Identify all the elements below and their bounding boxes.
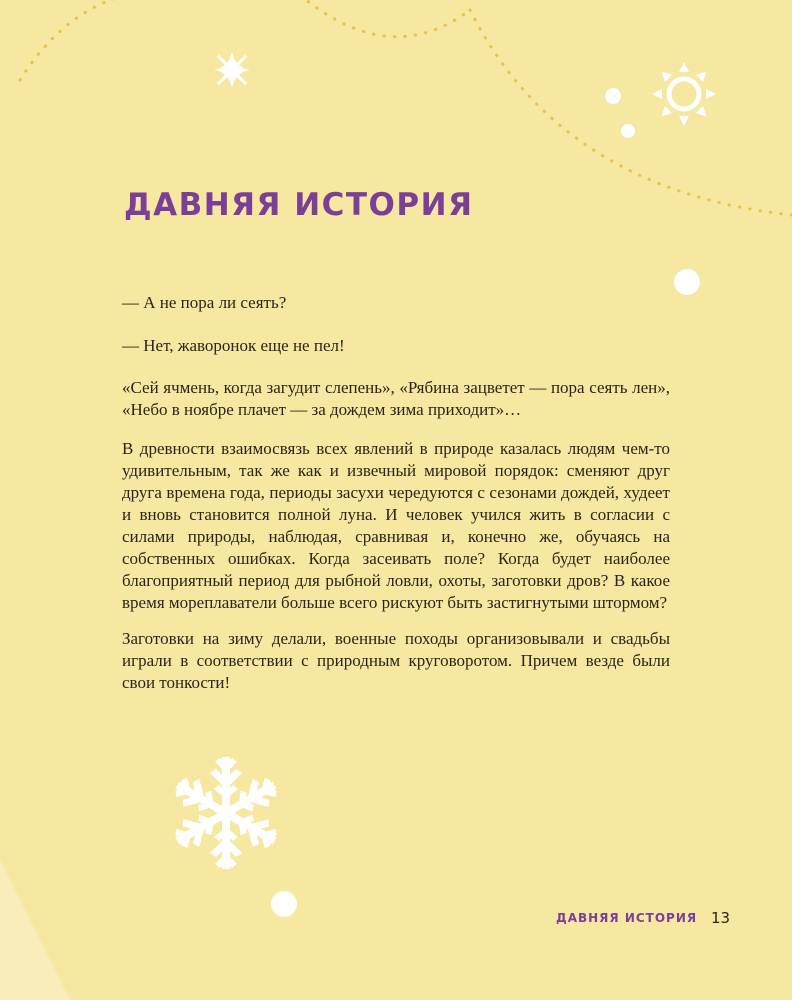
dialogue-line-2: — Нет, жаворонок еще не пел! — [122, 336, 345, 355]
garland-top — [300, 0, 470, 37]
body-paragraph-2: Заготовки на зиму делали, военные походы организовывали и свадьбы играли в соответствии с природным круговоротом. Причем везде были свои тонкости! — [122, 629, 670, 692]
snowflake-icon — [170, 757, 283, 869]
running-title: ДАВНЯЯ ИСТОРИЯ — [556, 911, 698, 925]
snow-dot — [674, 269, 700, 295]
snow-dot — [621, 124, 635, 138]
sparkle-icon — [214, 52, 250, 88]
page-title: ДАВНЯЯ ИСТОРИЯ — [124, 187, 474, 223]
snow-dot — [605, 88, 621, 104]
body-paragraph-1: В древности взаимосвязь всех явлений в природе казалась людям чем-то удивительным, так же как и извечный мировой порядок: сменяют друг друга времена года, периоды засухи чередуются с сезонами дождей, худеет и вновь становится полной луна. И человек учился жить в согласии с силами природы, наблюдая, сравнивая и, конечно же, обучаясь на собственных ошибках. Когда засеивать поле? Когда будет наиболее благоприятный период для рыбной ловли, охоты, заготовки дров? В какое время мореплаватели больше всего рискуют быть застигнутыми штормом? — [122, 439, 670, 612]
corner-shape — [0, 860, 70, 1000]
garland-right — [470, 10, 792, 215]
dialogue-line-1: — А не пора ли сеять? — [122, 293, 287, 312]
page-number: 13 — [711, 909, 731, 927]
garland-left — [20, 0, 150, 80]
sayings-paragraph: «Сей ячмень, когда загудит слепень», «Рябина зацветет — пора сеять лен», «Небо в ноябре плачет — за дождем зима приходит»… — [122, 378, 670, 419]
sun-icon — [652, 62, 716, 126]
snow-dot — [271, 891, 297, 917]
